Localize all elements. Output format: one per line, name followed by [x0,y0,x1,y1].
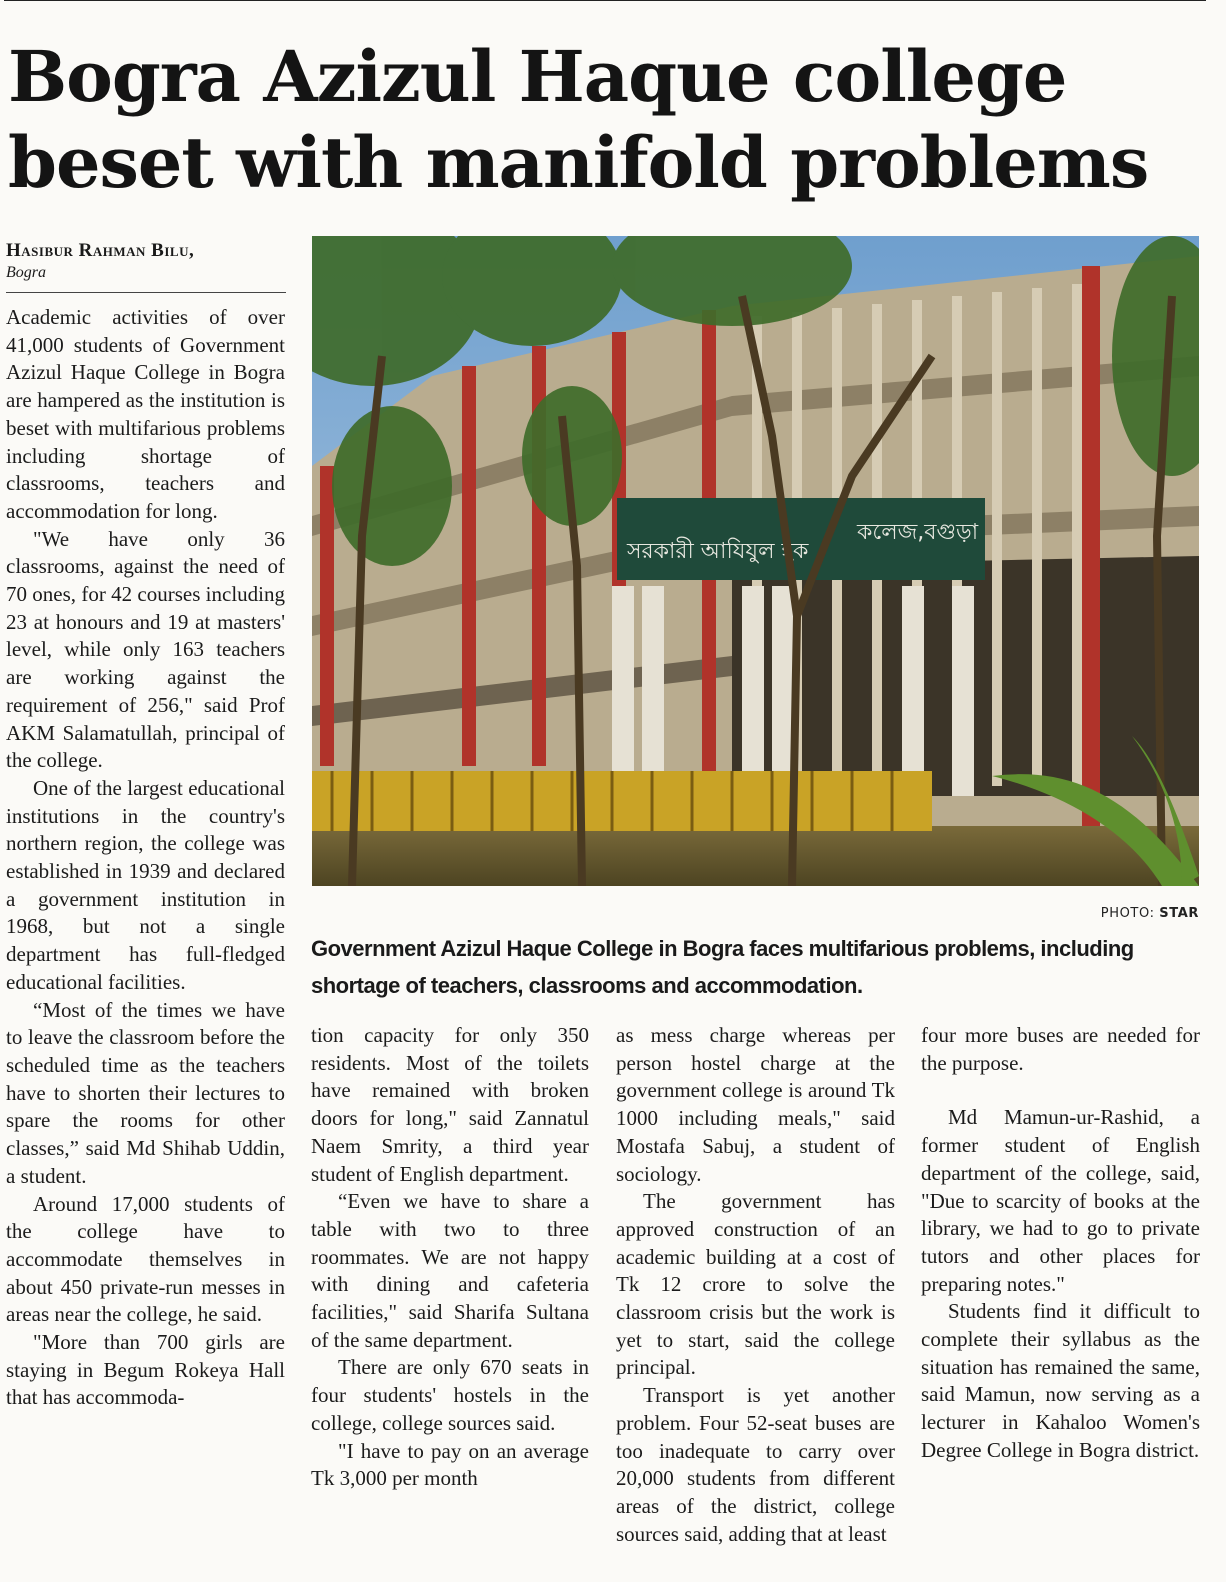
paragraph: as mess charge whereas per person hostel charge at the government college is around Tk 1000 including meals," said Mostafa Sabuj, a student of sociology. [616,1023,895,1186]
paragraph: “Even we have to share a table with two to three roommates. We are not happy with dining and cafeteria facilities," said Sharifa Sultana of the same department. [311,1189,589,1352]
article-column-4 [921,1022,1200,1572]
article-column-2 [311,1022,589,1572]
college-photo [312,236,1199,886]
paragraph: Transport is yet another problem. Four 52-seat buses are too inadequate to carry over 20,000 students from different areas of the district, college sources said, adding that at least [616,1383,895,1546]
paragraph: Md Mamun-ur-Rashid, a former student of English department of the college, said, "Due to scarcity of books at the library, we had to go to private tutors and other places for preparing notes." [921,1105,1200,1296]
article-column-1 [6,304,285,1574]
headline: Bogra Azizul Haque college beset with manifold problems [8,35,1149,204]
photo-credit [1101,906,1199,921]
paragraph: "More than 700 girls are staying in Begum Rokeya Hall that has accommoda- [6,1330,285,1410]
paragraph: Students find it difficult to complete their syllabus as the situation has remained the same, said Mamun, now serving as a lecturer in Kahaloo Women's Degree College in Bogra district. [921,1299,1200,1462]
paragraph: four more buses are needed for the purpose. [921,1023,1200,1075]
byline-rule [6,292,286,293]
paragraph: Around 17,000 students of the college have to accommodate themselves in about 450 private-run messes in areas near the college, he said. [6,1191,285,1327]
byline-author: Hasibur Rahman Bilu, [6,240,195,261]
paragraph: "We have only 36 classrooms, against the need of 70 ones, for 42 courses including 23 at honours and 19 at masters' level, while only 163 teachers are working against the requirement of 256," said Prof AKM Salamatullah, principal of the college. [6,526,285,773]
paragraph: There are only 670 seats in four students' hostels in the college, college sources said. [311,1355,589,1435]
paragraph: Academic activities of over 41,000 students of Government Azizul Haque College in Bogra are hampered as the institution is beset with multifarious problems including shortage of classrooms, teachers and accommodation for long. [6,305,285,523]
photo-credit-source: STAR [1159,906,1199,921]
paragraph: "I have to pay on an average Tk 3,000 per month [311,1438,589,1491]
paragraph: tion capacity for only 350 residents. Most of the toilets have remained with broken doors for long," said Zannatul Naem Smrity, a third year student of English department. [311,1023,589,1186]
paragraph: The government has approved construction of an academic building at a cost of Tk 12 crore to solve the classroom crisis but the work is yet to start, said the college principal. [616,1189,895,1380]
byline [6,240,286,282]
top-rule [4,0,1206,1]
byline-location: Bogra [6,264,46,281]
photo-credit-label: PHOTO: [1100,906,1155,921]
article-column-3 [616,1022,895,1572]
sign-text-left: সরকারী আযিযুল হক [627,539,809,564]
paragraph: “Most of the times we have to leave the classroom before the scheduled time as the teachers have to shorten their lectures to spare the rooms for other classes,” said Md Shihab Uddin, a student. [6,997,285,1188]
paragraph: One of the largest educational institutions in the country's northern region, the college was established in 1939 and declared a government institution in 1968, but not a single department has full-fledged educational facilities. [6,775,285,994]
sign-text-right: কলেজ,বগুড়া [857,520,979,545]
photo-caption: Government Azizul Haque College in Bogra faces multifarious problems, including shortage of teachers, classrooms and accommodation. [311,936,1134,998]
